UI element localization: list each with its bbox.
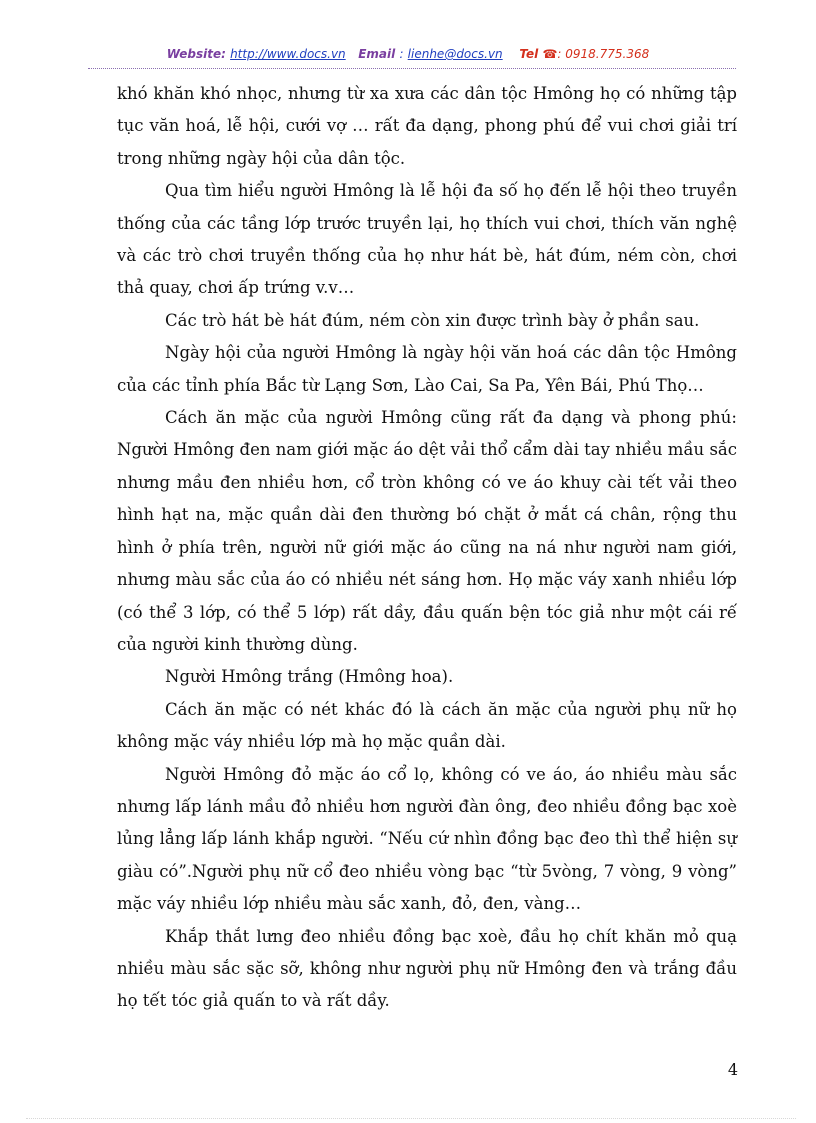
paragraph: Khắp thắt lưng đeo nhiều đồng bạc xoè, đầu họ chít khăn mỏ quạ nhiều màu sắc sặc sỡ, không như người phụ nữ Hmông đen và trắng đầu họ tết tóc giả quấn to và rất dầy. xyxy=(117,926,737,1011)
paragraph: Cách ăn mặc của người Hmông cũng rất đa dạng và phong phú: Người Hmông đen nam giới mặc áo dệt vải thổ cẩm dài tay nhiều mầu sắc nhưng mầu đen nhiều hơn, cổ tròn không có ve áo khuy cài tết vải theo hình hạt na, mặc quần dài đen thường bó chặt ở mắt cá chân, rộng thu hình ở phía trên, người nữ giới mặc áo cũng na ná như người nam giới, nhưng màu sắc của áo có nhiều nét sáng hơn. Họ mặc váy xanh nhiều lớp (có thể 3 lớp, có thể 5 lớp) rất dầy, đầu quấn bện tóc giả như một cái rế của người kinh thường dùng. xyxy=(117,408,737,654)
footer-divider xyxy=(26,1118,796,1119)
tel-label: Tel xyxy=(519,47,539,61)
email-separator: : xyxy=(399,47,404,61)
page-number: 4 xyxy=(727,1060,738,1079)
website-link[interactable]: http://www.docs.vn xyxy=(230,47,346,61)
email-label: Email xyxy=(358,47,396,61)
document-body xyxy=(117,78,737,1018)
paragraph: Cách ăn mặc có nét khác đó là cách ăn mặc của người phụ nữ họ không mặc váy nhiều lớp mà họ mặc quần dài. xyxy=(117,699,737,752)
paragraph: Người Hmông đỏ mặc áo cổ lọ, không có ve áo, áo nhiều màu sắc nhưng lấp lánh mầu đỏ nhiều hơn người đàn ông, đeo nhiều đồng bạc xoè lủng lẳng lấp lánh khắp người. “Nếu cứ nhìn đồng bạc đeo thì thể hiện sự giàu có”.Người phụ nữ cổ đeo nhiều vòng bạc “từ 5vòng, 7 vòng, 9 vòng” mặc váy nhiều lớp nhiều màu sắc xanh, đỏ, đen, vàng… xyxy=(117,764,737,914)
phone-icon: ☎ xyxy=(542,47,558,61)
paragraph: Qua tìm hiểu người Hmông là lễ hội đa số họ đến lễ hội theo truyền thống của các tầng lớp trước truyền lại, họ thích vui chơi, thích văn nghệ và các trò chơi truyền thống của họ như hát bè, hát đúm, ném còn, chơi thả quay, chơi ấp trứng v.v… xyxy=(117,181,737,298)
paragraph: khó khăn khó nhọc, nhưng từ xa xưa các dân tộc Hmông họ có những tập tục văn hoá, lễ hội, cưới vợ … rất đa dạng, phong phú để vui chơi giải trí trong những ngày hội của dân tộc. xyxy=(117,84,737,168)
paragraph: Người Hmông trắng (Hmông hoa). xyxy=(165,667,454,687)
email-link[interactable]: lienhe@docs.vn xyxy=(407,47,503,61)
page-header xyxy=(0,47,816,61)
website-label: Website: xyxy=(166,47,226,61)
header-divider xyxy=(88,68,736,69)
paragraph: Ngày hội của người Hmông là ngày hội văn hoá các dân tộc Hmông của các tỉnh phía Bắc từ Lạng Sơn, Lào Cai, Sa Pa, Yên Bái, Phú Thọ… xyxy=(117,343,737,395)
paragraph: Các trò hát bè hát đúm, ném còn xin được trình bày ở phần sau. xyxy=(165,310,700,330)
tel-number: : 0918.775.368 xyxy=(557,47,650,61)
